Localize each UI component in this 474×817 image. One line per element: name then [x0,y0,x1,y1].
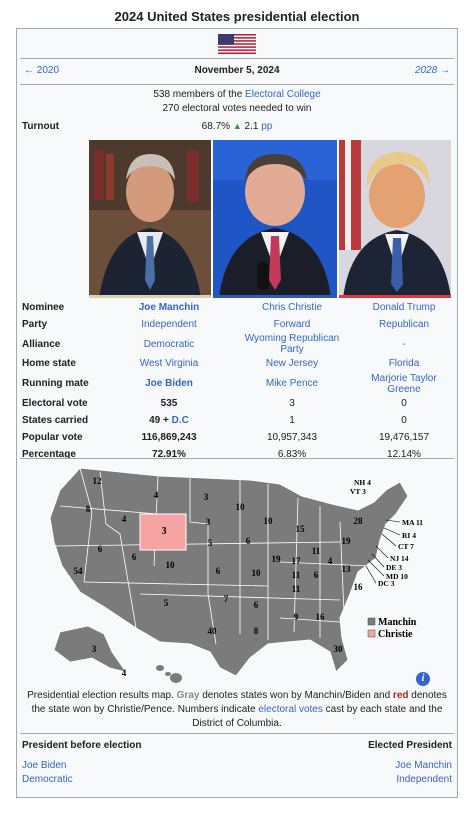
leader-line [382,534,396,546]
info-icon[interactable]: i [416,672,430,686]
small-state-label: NJ 14 [390,554,409,563]
christie-color-bar [213,295,337,298]
divider [20,58,454,59]
caption-text: Presidential election results map. [27,690,177,701]
trump-photo [339,140,451,298]
electoral-vote-value: 535 [160,397,178,409]
next-election-link[interactable]: 2028 → [414,65,450,76]
popular-vote-value: 10,957,343 [266,432,318,444]
nominee-manchin-link[interactable]: Joe Manchin [138,302,200,314]
caption-gray: Gray [176,690,200,701]
row-label: Popular vote [22,432,83,444]
home-state-link[interactable]: Florida [388,358,420,370]
state-ev-label: 11 [291,570,301,580]
small-state-label: CT 7 [398,542,414,551]
state-ev-label: 30 [333,644,343,654]
small-state-label: MA 11 [402,518,424,527]
legend-manchin-swatch [368,618,375,625]
state-ev-label: 6 [253,600,259,610]
leader-line [384,528,400,535]
turnout-change: 2.1 [244,121,259,132]
election-nav [20,65,454,79]
state-ev-label: 8 [253,626,259,636]
states-carried-value: 0 [401,414,407,426]
manchin-photo [89,140,211,298]
row-label: Electoral vote [22,397,88,409]
dc-link[interactable]: D.C [171,414,189,426]
party-link[interactable]: Independent [141,319,197,331]
portrait-trump[interactable] [339,140,451,298]
percentage-value: 12.14% [387,449,421,461]
state-ev-label: 16 [315,612,325,622]
states-carried-value: 1 [289,414,295,426]
map-caption [24,689,450,731]
states-carried-number: 49 + [149,414,172,426]
state-ev-label: 4 [121,668,127,678]
state-ev-label: 19 [271,554,281,564]
state-ev-label: 54 [73,566,83,576]
caption-text: cast by each state and the District of Columbia. [192,704,443,729]
electoral-vote-value: 3 [289,397,295,409]
table-row [20,333,454,355]
state-ev-label: 6 [215,566,221,576]
state-ev-label: 5 [163,598,169,608]
row-label: Alliance [22,338,61,350]
running-mate-link[interactable]: Mike Pence [265,378,319,390]
pp-link[interactable]: pp [261,121,273,132]
electoral-college-line [20,89,454,100]
row-label: Party [22,319,48,331]
before-election-label: President before election [22,740,142,751]
percentage-value: 72.91% [152,449,186,461]
state-ev-label: 13 [341,564,351,574]
state-ev-label: 6 [97,544,103,554]
party-link[interactable]: Republican [378,319,430,331]
home-state-link[interactable]: West Virginia [139,358,199,370]
state-ev-label: 17 [291,556,301,566]
state-ev-label: 10 [263,516,273,526]
divider [20,733,454,734]
legend-christie-label: Christie [378,629,413,640]
row-label: Percentage [22,449,76,461]
state-ev-label: 3 [205,517,211,527]
state-ev-label: 8 [85,504,91,514]
state-ev-label: 28 [353,516,363,526]
increase-arrow-icon: ▲ [232,121,242,131]
electoral-college-link[interactable]: Electoral College [245,89,321,100]
state-ev-label: 3 [203,492,209,502]
state-ev-label: 40 [207,626,217,636]
alliance-link[interactable]: Wyoming Republican Party [244,333,340,356]
successor-link[interactable]: Joe Manchin [395,760,452,771]
state-ev-label: 16 [353,582,363,592]
caption-text: denotes the state won by Christie/Pence. Numbers indicate [31,690,447,715]
turnout-label: Turnout [22,121,60,132]
nominee-trump-link[interactable]: Donald Trump [372,302,436,314]
state-ev-label: 4 [121,514,127,524]
table-row [20,355,454,372]
trump-color-bar [339,295,451,298]
table-row [20,316,454,333]
home-state-link[interactable]: New Jersey [265,358,319,370]
state-ev-label: 9 [293,612,299,622]
row-label: Nominee [22,302,65,314]
popular-vote-value: 116,869,243 [141,432,197,444]
successor-party-link[interactable]: Independent [396,774,452,785]
state-ev-label: 6 [313,570,319,580]
votes-needed: 270 electoral votes needed to win [162,103,312,114]
table-row [20,373,454,395]
electoral-map[interactable] [40,462,440,686]
small-state-label: DC 3 [378,579,395,588]
leader-line [372,554,384,567]
percentage-value: 6.83% [277,449,307,461]
state-ev-label: 11 [291,584,301,594]
table-row [20,429,454,446]
hawaii-state[interactable] [156,665,182,683]
legend-christie-swatch [368,630,375,637]
divider [20,458,454,459]
row-label: States carried [22,414,89,426]
alliance-link[interactable]: Democratic [143,338,195,350]
alliance-link[interactable]: - [402,338,406,350]
popular-vote-value: 19,476,157 [378,432,430,444]
turnout-value: 68.7% [201,121,231,132]
small-state-label: MD 10 [386,572,408,581]
electoral-votes-link[interactable]: electoral votes [258,704,323,715]
caption-red: red [392,690,409,701]
elected-president-label: Elected President [368,740,452,751]
alaska-state[interactable] [54,626,126,672]
state-ev-label: 4 [153,490,159,500]
divider [20,84,454,85]
turnout-value-wrap [20,121,454,132]
row-label: Home state [22,358,76,370]
election-date: November 5, 2024 [194,65,280,76]
us-flag-icon [218,34,256,54]
college-text: 538 members of the [153,89,246,100]
state-ev-label: 5 [207,538,213,548]
predecessor-link[interactable]: Joe Biden [22,760,67,771]
state-ev-label: 11 [311,546,321,556]
state-ev-label: 10 [235,502,245,512]
manchin-color-bar [89,295,211,298]
legend-manchin-label: Manchin [378,617,417,628]
previous-election-link[interactable]: ← 2020 [24,65,60,76]
state-ev-label: 7 [223,594,229,604]
state-ev-label: 3 [161,526,167,537]
table-row [20,395,454,412]
small-state-label: RI 4 [402,531,416,540]
results-table [20,299,454,463]
leader-line [366,566,376,583]
running-mate-link[interactable]: Marjorie Taylor Greene [371,372,437,395]
christie-photo [213,140,337,298]
table-row [20,446,454,463]
table-row [20,299,454,316]
state-ev-label: 6 [245,536,251,546]
caption-text: denotes states won by Manchin/Biden and [199,690,393,701]
state-ev-label: 12 [92,476,102,486]
state-ev-label: 10 [251,568,261,578]
states-carried-value [108,412,230,429]
state-ev-label: 4 [327,556,333,566]
predecessor-party-link[interactable]: Democratic [22,774,73,785]
party-link[interactable]: Forward [273,319,311,331]
state-ev-label: 15 [295,524,305,534]
running-mate-link[interactable]: Joe Biden [145,378,193,390]
page-title: 2024 United States presidential election [114,9,360,24]
electoral-vote-value: 0 [401,397,407,409]
state-ev-label: 3 [91,644,97,654]
portrait-manchin[interactable] [89,140,211,298]
table-row [20,412,454,429]
portrait-christie[interactable] [213,140,337,298]
row-label: Running mate [22,378,89,390]
small-state-label: VT 3 [350,487,366,496]
small-state-label: NH 4 [354,478,371,487]
small-state-label: DE 3 [386,563,403,572]
state-ev-label: 19 [341,536,351,546]
state-ev-label: 10 [165,560,175,570]
nominee-christie-link[interactable]: Chris Christie [261,302,322,314]
state-ev-label: 6 [131,552,137,562]
